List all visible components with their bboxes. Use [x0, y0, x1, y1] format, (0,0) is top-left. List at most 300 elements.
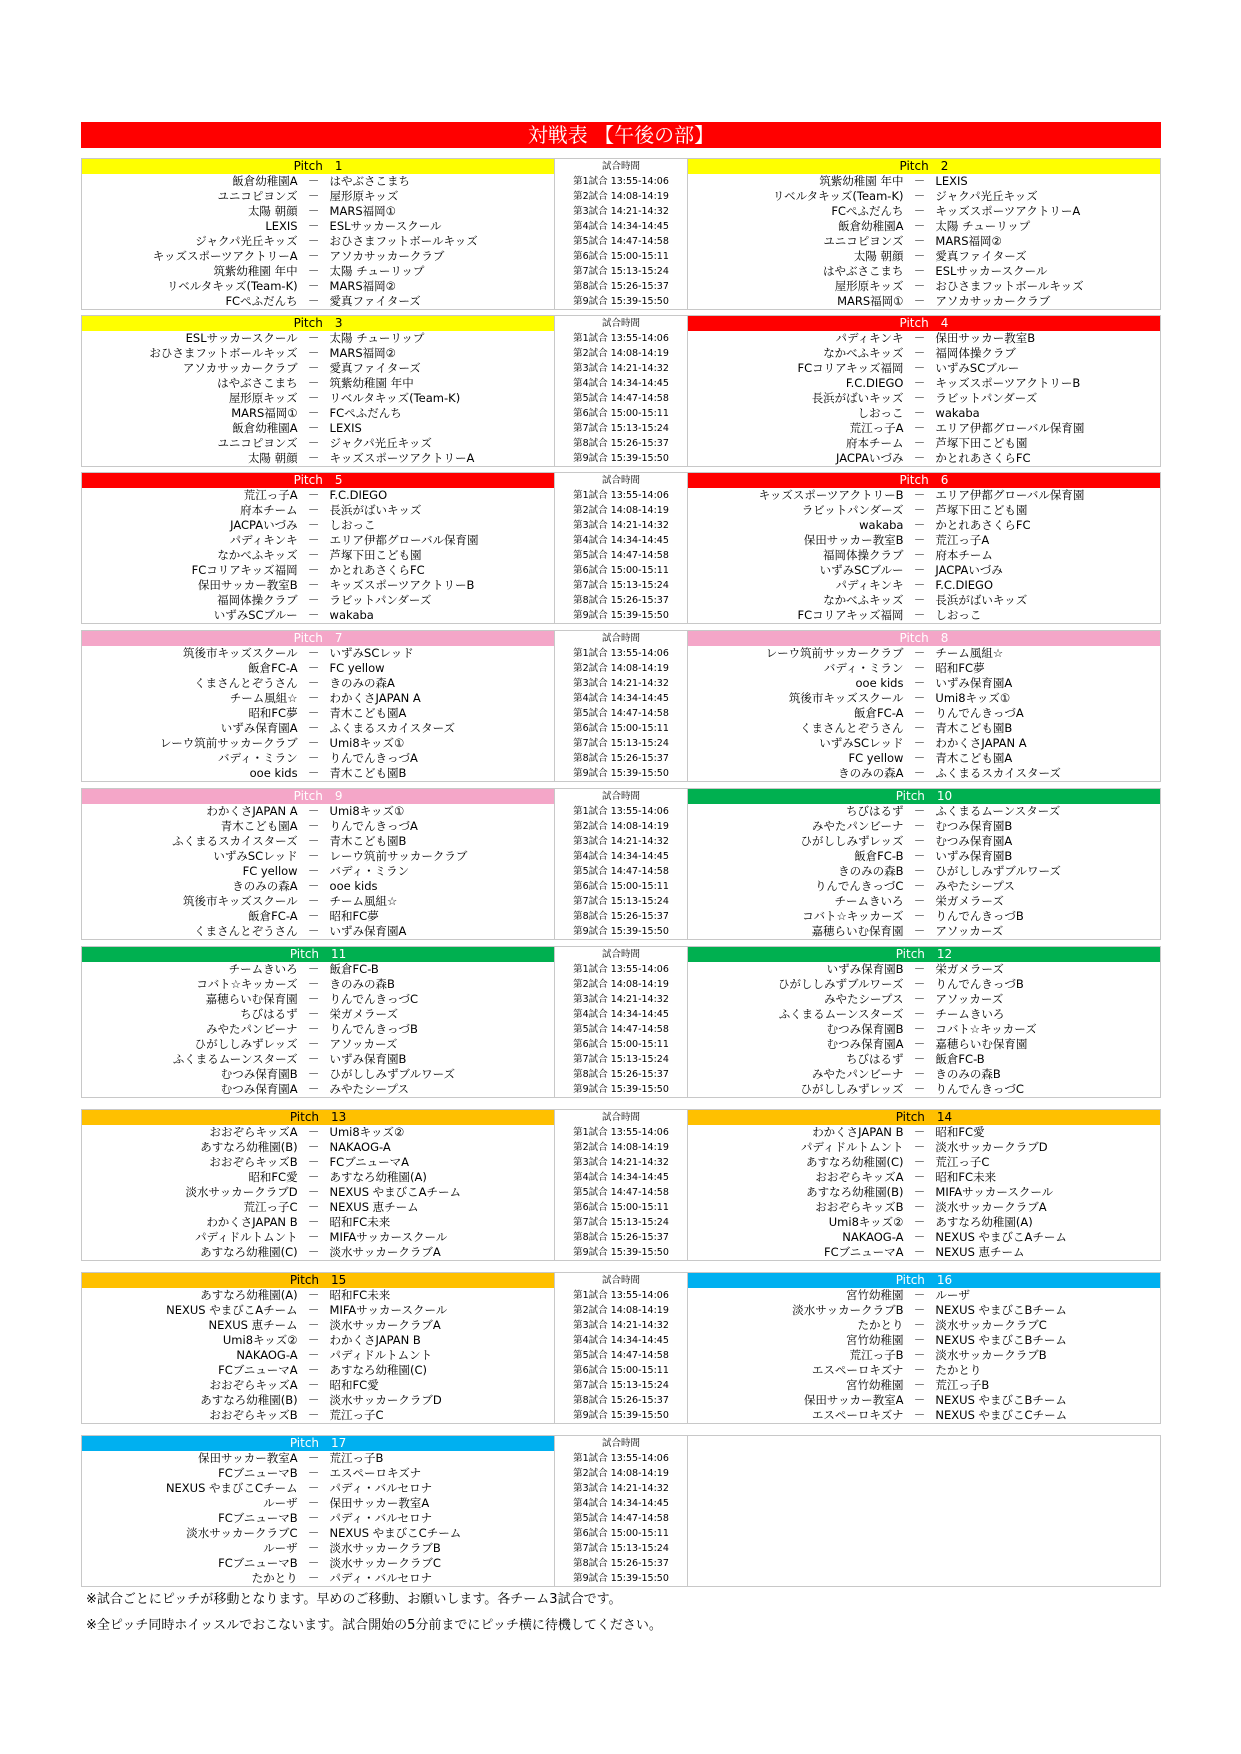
- left-pitch-cell: [82, 204, 554, 219]
- team-name: りんでんきっづC: [935, 1082, 1024, 1096]
- team-name: なかべふキッズ: [823, 593, 904, 607]
- match: [82, 1363, 554, 1378]
- team-name: 筑紫幼稚園 年中: [819, 174, 904, 188]
- team-name: FCぺふだんち: [831, 204, 904, 218]
- team-name: いずみ保育園B: [935, 849, 1013, 863]
- team-name: 愛真ファイターズ: [329, 294, 421, 308]
- left-pitch-cell: [82, 962, 554, 977]
- team-name: 荒江っ子A: [935, 533, 990, 547]
- right-pitch-cell: [688, 766, 1160, 781]
- match-row: [82, 249, 1160, 264]
- versus-dash: －: [307, 1037, 320, 1051]
- match: [688, 1082, 1160, 1097]
- match: [688, 264, 1160, 279]
- match-row: [82, 533, 1160, 548]
- match: [688, 518, 1160, 533]
- right-pitch-cell: [688, 1526, 1160, 1541]
- team-name: エスペーロキズナ: [811, 1408, 904, 1422]
- versus-dash: －: [307, 294, 320, 308]
- team-name: FCブニューマB: [218, 1511, 298, 1525]
- match: [82, 646, 554, 661]
- team-name: チームきいろ: [935, 1007, 1005, 1021]
- team-name: 昭和FC夢: [935, 661, 985, 675]
- right-pitch-cell: [688, 1571, 1160, 1586]
- versus-dash: －: [913, 376, 926, 390]
- left-pitch-cell: [82, 1363, 554, 1378]
- match-time: 第6試合 15:00-15:11: [554, 406, 688, 421]
- pitch-header: Pitch 9: [82, 789, 554, 804]
- team-name: なかべふキッズ: [217, 548, 298, 562]
- team-name: 保田サッカー教室A: [197, 1451, 298, 1465]
- match-time: 第2試合 14:08-14:19: [554, 346, 688, 361]
- versus-dash: －: [307, 1318, 320, 1332]
- match: [688, 736, 1160, 751]
- versus-dash: －: [913, 1155, 926, 1169]
- match: [82, 1067, 554, 1082]
- versus-dash: －: [913, 646, 926, 660]
- versus-dash: －: [307, 1571, 320, 1585]
- team-name: wakaba: [859, 518, 904, 532]
- team-name: Umi8キッズ②: [222, 1333, 298, 1347]
- match: [82, 1245, 554, 1260]
- right-pitch-cell: [688, 1303, 1160, 1318]
- team-name: 荒江っ子B: [329, 1451, 384, 1465]
- versus-dash: －: [307, 804, 320, 818]
- versus-dash: －: [307, 1185, 320, 1199]
- left-pitch-cell: [82, 1541, 554, 1556]
- match-row: [82, 608, 1160, 623]
- left-pitch-cell: [82, 1067, 554, 1082]
- team-name: 淡水サッカークラブD: [329, 1393, 442, 1407]
- match: [82, 1125, 554, 1140]
- versus-dash: －: [913, 1348, 926, 1362]
- versus-dash: －: [307, 1200, 320, 1214]
- team-name: FCブニューマA: [218, 1363, 298, 1377]
- right-pitch-cell: [688, 962, 1160, 977]
- match-time: 第4試合 14:34-14:45: [554, 1496, 688, 1511]
- left-pitch-cell: [82, 563, 554, 578]
- versus-dash: －: [307, 174, 320, 188]
- team-name: Umi8キッズ①: [329, 736, 405, 750]
- team-name: 飯倉幼稚園A: [838, 219, 904, 233]
- team-name: リベルタキッズ(Team-K): [329, 391, 461, 405]
- match: [688, 849, 1160, 864]
- team-name: 筑後市キッズスクール: [183, 646, 298, 660]
- team-name: LEXIS: [265, 219, 298, 233]
- pitch-block: [81, 1109, 1161, 1261]
- match: [82, 834, 554, 849]
- team-name: 飯倉FC-B: [329, 962, 379, 976]
- team-name: チームきいろ: [834, 894, 904, 908]
- match: [82, 361, 554, 376]
- versus-dash: －: [913, 1082, 926, 1096]
- team-name: NEXUS やまびこCチーム: [165, 1481, 298, 1495]
- right-pitch-cell: [688, 204, 1160, 219]
- right-pitch-cell: [688, 294, 1160, 309]
- team-name: NEXUS やまびこAチーム: [166, 1303, 298, 1317]
- match-row: [82, 1007, 1160, 1022]
- team-name: たかとり: [857, 1318, 904, 1332]
- right-pitch-cell: [688, 1082, 1160, 1097]
- left-pitch-cell: [82, 691, 554, 706]
- left-pitch-cell: [82, 879, 554, 894]
- match-row: [82, 1037, 1160, 1052]
- versus-dash: －: [307, 849, 320, 863]
- left-pitch-cell: [82, 219, 554, 234]
- versus-dash: －: [913, 1125, 926, 1139]
- versus-dash: －: [913, 421, 926, 435]
- team-name: JACPAいづみ: [836, 451, 904, 465]
- right-pitch-cell: [688, 503, 1160, 518]
- team-name: 屋形原キッズ: [834, 279, 904, 293]
- match-row: [82, 962, 1160, 977]
- match-time: 第1試合 13:55-14:06: [554, 1288, 688, 1303]
- team-name: 保田サッカー教室B: [935, 331, 1036, 345]
- left-pitch-cell: [82, 249, 554, 264]
- versus-dash: －: [307, 436, 320, 450]
- right-pitch-cell: [688, 1125, 1160, 1140]
- team-name: 福岡体操クラブ: [935, 346, 1016, 360]
- match-time: 第2試合 14:08-14:19: [554, 1466, 688, 1481]
- match-row: [82, 1348, 1160, 1363]
- match-time: 第3試合 14:21-14:32: [554, 676, 688, 691]
- versus-dash: －: [913, 736, 926, 750]
- right-pitch-cell: [688, 1052, 1160, 1067]
- right-pitch-cell: [688, 1496, 1160, 1511]
- match-row: [82, 676, 1160, 691]
- match-time: 第4試合 14:34-14:45: [554, 219, 688, 234]
- versus-dash: －: [307, 578, 320, 592]
- match-row: [82, 804, 1160, 819]
- team-name: LEXIS: [329, 421, 362, 435]
- versus-dash: －: [913, 331, 926, 345]
- versus-dash: －: [307, 691, 320, 705]
- match-row: [82, 909, 1160, 924]
- team-name: ひがししみずレッズ: [194, 1037, 298, 1051]
- match-time: 第2試合 14:08-14:19: [554, 503, 688, 518]
- match-time: 第7試合 15:13-15:24: [554, 1215, 688, 1230]
- team-name: 太陽 チューリップ: [329, 331, 425, 345]
- match-row: [82, 864, 1160, 879]
- match-time: 第8試合 15:26-15:37: [554, 279, 688, 294]
- pitch-block: [81, 472, 1161, 624]
- match-time: 第5試合 14:47-14:58: [554, 1511, 688, 1526]
- match: [688, 751, 1160, 766]
- right-pitch-cell: [688, 751, 1160, 766]
- match-row: [82, 1378, 1160, 1393]
- team-name: パディキンキ: [835, 331, 904, 345]
- versus-dash: －: [913, 436, 926, 450]
- time-header: 試合時間: [554, 316, 688, 331]
- team-name: 長浜がばいキッズ: [329, 503, 422, 517]
- match-time: 第1試合 13:55-14:06: [554, 646, 688, 661]
- team-name: はやぶさこまち: [329, 174, 411, 188]
- match: [688, 234, 1160, 249]
- team-name: おおぞらキッズA: [209, 1378, 298, 1392]
- right-pitch-cell: [688, 1288, 1160, 1303]
- versus-dash: －: [307, 1303, 320, 1317]
- match-row: [82, 992, 1160, 1007]
- team-name: ルーザ: [935, 1288, 970, 1302]
- right-pitch-cell: [688, 1541, 1160, 1556]
- right-pitch-cell: [688, 691, 1160, 706]
- match-row: [82, 1333, 1160, 1348]
- team-name: NEXUS 恵チーム: [329, 1200, 419, 1214]
- team-name: たかとり: [251, 1571, 298, 1585]
- team-name: 保田サッカー教室B: [803, 533, 904, 547]
- match-time: 第3試合 14:21-14:32: [554, 1481, 688, 1496]
- match-row: [82, 924, 1160, 939]
- versus-dash: －: [307, 1526, 320, 1540]
- team-name: 淡水サッカークラブC: [186, 1526, 298, 1540]
- pitch-header: Pitch 4: [688, 316, 1160, 331]
- team-name: 筑後市キッズスクール: [788, 691, 904, 705]
- team-name: アソッカーズ: [935, 992, 1004, 1006]
- team-name: 福岡体操クラブ: [217, 593, 298, 607]
- left-pitch-cell: [82, 1125, 554, 1140]
- team-name: 荒江っ子B: [935, 1378, 990, 1392]
- versus-dash: －: [307, 736, 320, 750]
- match: [82, 1007, 554, 1022]
- right-pitch-cell: [688, 1348, 1160, 1363]
- team-name: パディキンキ: [229, 533, 298, 547]
- team-name: リベルタキッズ(Team-K): [772, 189, 904, 203]
- left-pitch-cell: [82, 1526, 554, 1541]
- team-name: NAKAOG-A: [329, 1140, 391, 1154]
- match: [82, 1318, 554, 1333]
- pitch-header: Pitch 17: [82, 1436, 554, 1451]
- match: [688, 1333, 1160, 1348]
- team-name: FCぺふだんち: [225, 294, 298, 308]
- match: [82, 391, 554, 406]
- versus-dash: －: [307, 219, 320, 233]
- match-row: [82, 1571, 1160, 1586]
- team-name: 飯倉幼稚園A: [232, 174, 298, 188]
- team-name: 荒江っ子A: [849, 421, 904, 435]
- match-row: [82, 834, 1160, 849]
- match-time: 第5試合 14:47-14:58: [554, 1022, 688, 1037]
- pitch-block: [81, 1435, 1161, 1587]
- match-row: [82, 391, 1160, 406]
- right-pitch-cell: [688, 1037, 1160, 1052]
- match: [82, 563, 554, 578]
- team-name: ユニコピヨンズ: [217, 436, 298, 450]
- versus-dash: －: [307, 1556, 320, 1570]
- team-name: 栄ガメラーズ: [935, 962, 1004, 976]
- versus-dash: －: [913, 219, 926, 233]
- team-name: 芦塚下田こども園: [935, 436, 1028, 450]
- versus-dash: －: [913, 691, 926, 705]
- right-pitch-cell: [688, 533, 1160, 548]
- team-name: りんでんきっづA: [329, 819, 418, 833]
- match: [688, 977, 1160, 992]
- team-name: 淡水サッカークラブA: [329, 1245, 441, 1259]
- versus-dash: －: [913, 1200, 926, 1214]
- match: [82, 1348, 554, 1363]
- match: [688, 1007, 1160, 1022]
- match-row: [82, 1230, 1160, 1245]
- team-name: あすなろ幼稚園(C): [200, 1245, 298, 1259]
- match: [82, 992, 554, 1007]
- match-row: [82, 894, 1160, 909]
- versus-dash: －: [913, 189, 926, 203]
- versus-dash: －: [307, 1393, 320, 1407]
- team-name: あすなろ幼稚園(A): [935, 1215, 1033, 1229]
- match-row: [82, 1170, 1160, 1185]
- match: [82, 331, 554, 346]
- match-row: [82, 1393, 1160, 1408]
- pitch-block: [81, 630, 1161, 782]
- left-pitch-cell: [82, 608, 554, 623]
- team-name: みやたパンビーナ: [206, 1022, 298, 1036]
- team-name: ふくまるムーンスターズ: [172, 1052, 298, 1066]
- team-name: NEXUS やまびこCチーム: [935, 1408, 1068, 1422]
- match: [82, 488, 554, 503]
- match-row: [82, 849, 1160, 864]
- team-name: ラビットパンダーズ: [801, 503, 904, 517]
- pitch-block: [81, 946, 1161, 1098]
- team-name: FC yellow: [848, 751, 904, 765]
- footnote: ※試合ごとにピッチが移動となります。早めのご移動、お願いします。各チーム3試合です。: [86, 1592, 622, 1607]
- team-name: キッズスポーツアクトリーA: [935, 204, 1081, 218]
- team-name: コバト☆キッカーズ: [196, 977, 298, 991]
- team-name: いずみSCブルー: [213, 608, 298, 622]
- team-name: FC yellow: [242, 864, 298, 878]
- match-row: [82, 264, 1160, 279]
- right-pitch-cell: [688, 894, 1160, 909]
- team-name: 荒江っ子A: [243, 488, 298, 502]
- versus-dash: －: [913, 924, 926, 938]
- team-name: きのみの森A: [232, 879, 298, 893]
- match-row: [82, 234, 1160, 249]
- team-name: 太陽 朝顔: [247, 204, 298, 218]
- team-name: 屋形原キッズ: [329, 189, 399, 203]
- left-pitch-cell: [82, 736, 554, 751]
- pitch-header-row: [82, 473, 1160, 488]
- right-pitch-cell: [688, 1318, 1160, 1333]
- match: [688, 804, 1160, 819]
- match: [688, 1022, 1160, 1037]
- team-name: ふくまるムーンスターズ: [935, 804, 1061, 818]
- match: [82, 1303, 554, 1318]
- team-name: りんでんきっづA: [329, 751, 418, 765]
- team-name: ちびはるず: [845, 1052, 904, 1066]
- pitch-header-row: [82, 1110, 1160, 1125]
- right-pitch-cell: [688, 804, 1160, 819]
- team-name: 栄ガメラーズ: [935, 894, 1004, 908]
- versus-dash: －: [913, 361, 926, 375]
- team-name: 愛真ファイターズ: [935, 249, 1027, 263]
- left-pitch-cell: [82, 174, 554, 189]
- team-name: みやたシープス: [935, 879, 1015, 893]
- versus-dash: －: [913, 721, 926, 735]
- team-name: ooe kids: [249, 766, 298, 780]
- versus-dash: －: [913, 1303, 926, 1317]
- match: [688, 1288, 1160, 1303]
- match: [688, 962, 1160, 977]
- left-pitch-cell: [82, 1082, 554, 1097]
- versus-dash: －: [913, 533, 926, 547]
- match: [688, 421, 1160, 436]
- left-pitch-cell: [82, 1215, 554, 1230]
- match: [688, 204, 1160, 219]
- right-pitch-cell: [688, 1200, 1160, 1215]
- match: [688, 1200, 1160, 1215]
- match: [82, 879, 554, 894]
- team-name: F.C.DIEGO: [329, 488, 388, 502]
- page-title: 対戦表 【午後の部】: [81, 122, 1161, 148]
- match: [82, 1526, 554, 1541]
- team-name: りんでんきっづB: [329, 1022, 418, 1036]
- team-name: ジャクパ光丘キッズ: [195, 234, 298, 248]
- left-pitch-cell: [82, 1318, 554, 1333]
- right-pitch-cell: [688, 1140, 1160, 1155]
- versus-dash: －: [307, 1067, 320, 1081]
- match-time: 第4試合 14:34-14:45: [554, 849, 688, 864]
- match: [688, 819, 1160, 834]
- right-pitch-cell: [688, 406, 1160, 421]
- time-header: 試合時間: [554, 789, 688, 804]
- team-name: ふくまるスカイスターズ: [172, 834, 298, 848]
- match: [82, 661, 554, 676]
- match: [688, 1155, 1160, 1170]
- right-pitch-cell: [688, 1393, 1160, 1408]
- match-time: 第8試合 15:26-15:37: [554, 1067, 688, 1082]
- team-name: NAKAOG-A: [842, 1230, 904, 1244]
- match-time: 第1試合 13:55-14:06: [554, 174, 688, 189]
- left-pitch-cell: [82, 1393, 554, 1408]
- versus-dash: －: [913, 346, 926, 360]
- pitch-header: Pitch 5: [82, 473, 554, 488]
- match-time: 第9試合 15:39-15:50: [554, 1408, 688, 1423]
- team-name: 筑後市キッズスクール: [183, 894, 298, 908]
- match: [82, 518, 554, 533]
- match: [82, 1378, 554, 1393]
- versus-dash: －: [307, 1466, 320, 1480]
- versus-dash: －: [307, 1230, 320, 1244]
- team-name: 太陽 朝顔: [853, 249, 904, 263]
- team-name: レーウ筑前サッカークラブ: [765, 646, 904, 660]
- team-name: パディドルトムント: [195, 1230, 298, 1244]
- team-name: 青木こども園A: [935, 751, 1013, 765]
- match-time: 第5試合 14:47-14:58: [554, 1185, 688, 1200]
- versus-dash: －: [307, 279, 320, 293]
- match-row: [82, 1496, 1160, 1511]
- team-name: エスペーロキズナ: [329, 1466, 422, 1480]
- versus-dash: －: [307, 346, 320, 360]
- match-time: 第9試合 15:39-15:50: [554, 924, 688, 939]
- match: [688, 533, 1160, 548]
- team-name: エリア伊都グローバル保育園: [935, 421, 1085, 435]
- team-name: きのみの森B: [329, 977, 395, 991]
- versus-dash: －: [913, 249, 926, 263]
- right-pitch-cell: [688, 1230, 1160, 1245]
- match-time: 第4試合 14:34-14:45: [554, 691, 688, 706]
- match: [688, 992, 1160, 1007]
- right-pitch-cell: [688, 279, 1160, 294]
- versus-dash: －: [307, 766, 320, 780]
- match: [688, 1140, 1160, 1155]
- match: [688, 1245, 1160, 1260]
- match: [688, 406, 1160, 421]
- match: [688, 294, 1160, 309]
- match-row: [82, 661, 1160, 676]
- team-name: 昭和FC未来: [329, 1288, 391, 1302]
- match: [688, 331, 1160, 346]
- right-pitch-cell: [688, 563, 1160, 578]
- versus-dash: －: [913, 661, 926, 675]
- left-pitch-cell: [82, 924, 554, 939]
